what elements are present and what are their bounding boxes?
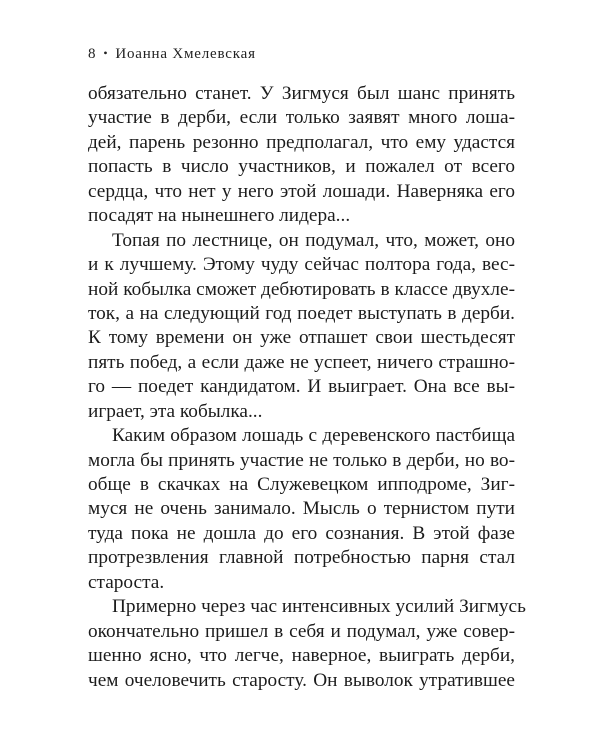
text-line: дей, парень резонно предполагал, что ему удастся [88,131,515,153]
text-line: чем очеловечить старосту. Он выволок утратившее [88,669,515,691]
text-line: протрезвления главной потребностью парня стал [88,547,515,569]
text-line: муся не очень занимало. Мысль о тернистом пути [88,498,515,520]
text-line: Примерно через час интенсивных усилий Зигмусь [112,596,526,618]
text-line: участие в дерби, если только заявят много лоша- [88,107,515,129]
text-line: сердца, что нет у него этой лошади. Наверняка его [88,180,515,202]
text-line: шенно ясно, что легче, наверное, выиграть дерби, [88,645,515,667]
text-line: и к лучшему. Этому чуду сейчас полтора года, вес- [88,254,515,276]
header-separator: • [103,46,109,60]
body-text [88,82,526,693]
paragraph-4 [88,595,526,693]
text-line: туда пока не дошла до его сознания. В этой фазе [88,522,515,544]
text-line: окончательно пришел в себя и подумал, уже совер- [88,620,515,642]
running-header [88,46,256,63]
text-line: ной кобылка сможет дебютировать в классе двухле- [88,278,515,300]
text-line: ток, а на следующий год поедет выступать в дерби. [88,302,515,324]
text-line: посадят на нынешнего лидера... [88,205,351,227]
text-line: обязательно станет. У Зигмуся был шанс принять [88,83,515,104]
paragraph-1 [88,82,515,229]
text-line: играет, эта кобылка... [88,400,263,422]
text-line: попасть в число участников, и пожалел от всего [88,156,515,178]
paragraph-2 [88,229,515,425]
text-line: Топая по лестнице, он подумал, что, может, оно [112,229,515,251]
text-line: К тому времени он уже отпашет свои шестьдесят [88,327,515,349]
paragraph-3 [88,424,515,595]
page-number: 8 [88,46,97,62]
text-line: обще в скачках на Служевецком ипподроме, Зиг- [88,474,515,495]
text-line: пять побед, а если даже не успеет, ничего страшно- [88,351,515,373]
text-line: могла бы принять участие не только в дерби, но во- [88,449,515,471]
author-name: Иоанна Хмелевская [115,46,256,62]
text-line: го — поедет кандидатом. И выиграет. Она все вы- [88,376,515,398]
text-line: Каким образом лошадь с деревенского пастбища [112,425,515,447]
text-line: староста. [88,571,165,593]
